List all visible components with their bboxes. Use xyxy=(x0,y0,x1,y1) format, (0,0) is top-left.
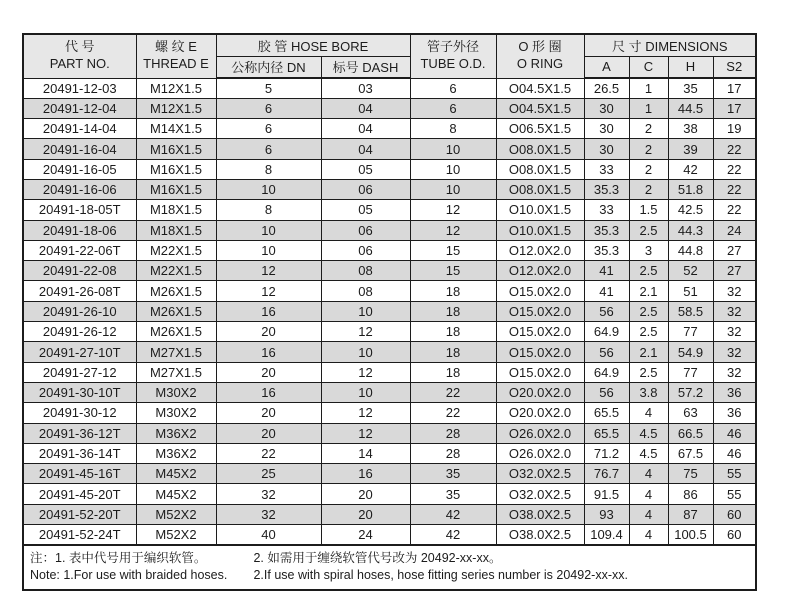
table-cell: 51 xyxy=(668,281,713,301)
table-cell: 38 xyxy=(668,119,713,139)
table-cell: 41 xyxy=(584,281,629,301)
table-cell: 93 xyxy=(584,504,629,524)
table-cell: 04 xyxy=(321,98,410,118)
col-header-thread xyxy=(136,34,216,78)
table-row xyxy=(23,525,756,545)
table-cell: 05 xyxy=(321,200,410,220)
table-cell: 42 xyxy=(410,504,496,524)
table-cell: M18X1.5 xyxy=(136,200,216,220)
table-cell: 12 xyxy=(410,220,496,240)
table-cell: 35 xyxy=(668,78,713,98)
table-cell: 14 xyxy=(321,443,410,463)
o-ring-label-cn: O 形 圈 xyxy=(518,39,562,55)
table-cell: 56 xyxy=(584,301,629,321)
table-cell: 60 xyxy=(713,504,756,524)
table-cell: 35.3 xyxy=(584,179,629,199)
table-cell: 2 xyxy=(629,119,668,139)
table-cell: O10.0X1.5 xyxy=(496,220,584,240)
col-header-dim-s2: S2 xyxy=(713,56,756,78)
table-cell: 4 xyxy=(629,464,668,484)
table-cell: 66.5 xyxy=(668,423,713,443)
table-row xyxy=(23,403,756,423)
table-cell: 24 xyxy=(321,525,410,545)
note-en-1: Note: 1.For use with braided hoses. xyxy=(30,567,228,582)
table-cell: 87 xyxy=(668,504,713,524)
table-cell: 18 xyxy=(410,342,496,362)
table-cell: 04 xyxy=(321,119,410,139)
col-header-part-no xyxy=(23,34,136,78)
table-cell: 22 xyxy=(713,159,756,179)
table-cell: 05 xyxy=(321,159,410,179)
table-cell: M52X2 xyxy=(136,525,216,545)
part-no-label-en: PART NO. xyxy=(49,56,110,72)
table-row xyxy=(23,504,756,524)
table-cell: O06.5X1.5 xyxy=(496,119,584,139)
table-cell: 4.5 xyxy=(629,443,668,463)
table-cell: M26X1.5 xyxy=(136,281,216,301)
table-cell: 32 xyxy=(713,301,756,321)
table-cell: 100.5 xyxy=(668,525,713,545)
table-cell: 52 xyxy=(668,261,713,281)
table-cell: O12.0X2.0 xyxy=(496,261,584,281)
table-cell: 12 xyxy=(321,322,410,342)
table-cell: 08 xyxy=(321,261,410,281)
table-cell: 42.5 xyxy=(668,200,713,220)
table-cell: 24 xyxy=(713,220,756,240)
table-cell: 55 xyxy=(713,464,756,484)
table-row xyxy=(23,78,756,98)
table-cell: 20 xyxy=(321,484,410,504)
table-cell: M12X1.5 xyxy=(136,78,216,98)
table-cell: O04.5X1.5 xyxy=(496,78,584,98)
table-cell: 22 xyxy=(216,443,321,463)
table-cell: 20491-30-12 xyxy=(23,403,136,423)
table-cell: 06 xyxy=(321,220,410,240)
table-row xyxy=(23,322,756,342)
table-cell: M14X1.5 xyxy=(136,119,216,139)
table-cell: 32 xyxy=(713,281,756,301)
table-cell: M22X1.5 xyxy=(136,240,216,260)
table-row xyxy=(23,464,756,484)
col-group-hose-bore: 胶 管 HOSE BORE xyxy=(216,34,410,56)
table-cell: 35 xyxy=(410,484,496,504)
table-cell: 10 xyxy=(216,220,321,240)
hose-fitting-spec-table xyxy=(22,33,757,591)
table-cell: M30X2 xyxy=(136,403,216,423)
table-cell: M12X1.5 xyxy=(136,98,216,118)
table-row xyxy=(23,220,756,240)
table-cell: 46 xyxy=(713,443,756,463)
table-cell: O20.0X2.0 xyxy=(496,403,584,423)
table-cell: 35.3 xyxy=(584,220,629,240)
table-cell: O12.0X2.0 xyxy=(496,240,584,260)
table-cell: 20 xyxy=(216,403,321,423)
table-row xyxy=(23,179,756,199)
table-cell: 10 xyxy=(321,342,410,362)
tube-od-label-en: TUBE O.D. xyxy=(420,56,486,72)
table-cell: 65.5 xyxy=(584,403,629,423)
table-cell: M16X1.5 xyxy=(136,179,216,199)
table-cell: 28 xyxy=(410,423,496,443)
table-cell: M45X2 xyxy=(136,464,216,484)
table-cell: 2.5 xyxy=(629,322,668,342)
table-footer xyxy=(23,545,756,590)
col-header-dim-c: C xyxy=(629,56,668,78)
table-row xyxy=(23,301,756,321)
table-cell: 2.5 xyxy=(629,301,668,321)
table-cell: 10 xyxy=(216,179,321,199)
table-body xyxy=(23,78,756,545)
table-cell: 54.9 xyxy=(668,342,713,362)
table-cell: O38.0X2.5 xyxy=(496,504,584,524)
table-cell: 32 xyxy=(713,322,756,342)
table-cell: 2 xyxy=(629,159,668,179)
table-cell: 4.5 xyxy=(629,423,668,443)
table-cell: 28 xyxy=(410,443,496,463)
table-cell: 2 xyxy=(629,139,668,159)
table-cell: 39 xyxy=(668,139,713,159)
table-row xyxy=(23,159,756,179)
table-cell: 12 xyxy=(321,403,410,423)
table-cell: O15.0X2.0 xyxy=(496,301,584,321)
table-cell: 20 xyxy=(216,423,321,443)
table-cell: M26X1.5 xyxy=(136,322,216,342)
table-cell: 20491-12-04 xyxy=(23,98,136,118)
table-cell: 20491-16-06 xyxy=(23,179,136,199)
table-cell: 6 xyxy=(410,78,496,98)
col-group-dimensions: 尺 寸 DIMENSIONS xyxy=(584,34,756,56)
table-cell: 4 xyxy=(629,504,668,524)
table-row xyxy=(23,423,756,443)
table-cell: 32 xyxy=(713,342,756,362)
thread-label-cn: 螺 纹 E xyxy=(155,39,197,55)
table-cell: 35 xyxy=(410,464,496,484)
table-cell: 18 xyxy=(410,281,496,301)
table-cell: 20491-12-03 xyxy=(23,78,136,98)
table-cell: 8 xyxy=(410,119,496,139)
table-row xyxy=(23,362,756,382)
table-cell: 18 xyxy=(410,322,496,342)
table-cell: 20 xyxy=(216,362,321,382)
col-header-tube-od xyxy=(410,34,496,78)
table-cell: 1 xyxy=(629,78,668,98)
table-row xyxy=(23,119,756,139)
table-cell: 20491-16-04 xyxy=(23,139,136,159)
table-cell: 17 xyxy=(713,78,756,98)
table-cell: 16 xyxy=(216,382,321,402)
table-cell: O38.0X2.5 xyxy=(496,525,584,545)
table-cell: 65.5 xyxy=(584,423,629,443)
table-cell: 6 xyxy=(216,139,321,159)
table-cell: 20491-52-24T xyxy=(23,525,136,545)
table-cell: 33 xyxy=(584,200,629,220)
table-cell: M18X1.5 xyxy=(136,220,216,240)
table-cell: 20491-26-10 xyxy=(23,301,136,321)
table-row xyxy=(23,382,756,402)
table-cell: O26.0X2.0 xyxy=(496,443,584,463)
table-cell: 27 xyxy=(713,261,756,281)
table-cell: 42 xyxy=(668,159,713,179)
table-cell: O15.0X2.0 xyxy=(496,322,584,342)
table-cell: 2.5 xyxy=(629,362,668,382)
table-cell: 8 xyxy=(216,200,321,220)
table-cell: O15.0X2.0 xyxy=(496,281,584,301)
table-cell: 12 xyxy=(216,281,321,301)
table-cell: 27 xyxy=(713,240,756,260)
table-cell: 44.5 xyxy=(668,98,713,118)
table-cell: 18 xyxy=(410,362,496,382)
table-cell: 18 xyxy=(410,301,496,321)
table-cell: O08.0X1.5 xyxy=(496,139,584,159)
spec-sheet xyxy=(22,33,757,591)
table-row xyxy=(23,281,756,301)
table-cell: 36 xyxy=(713,403,756,423)
table-cell: M26X1.5 xyxy=(136,301,216,321)
table-cell: 20491-27-10T xyxy=(23,342,136,362)
table-cell: 12 xyxy=(321,423,410,443)
table-cell: O26.0X2.0 xyxy=(496,423,584,443)
table-cell: 91.5 xyxy=(584,484,629,504)
table-cell: 22 xyxy=(410,403,496,423)
table-cell: 5 xyxy=(216,78,321,98)
table-cell: 56 xyxy=(584,382,629,402)
table-row xyxy=(23,98,756,118)
table-cell: 20491-26-12 xyxy=(23,322,136,342)
table-cell: 20 xyxy=(321,504,410,524)
table-cell: 58.5 xyxy=(668,301,713,321)
note-line-cn xyxy=(30,550,749,567)
table-cell: 26.5 xyxy=(584,78,629,98)
table-cell: 04 xyxy=(321,139,410,159)
table-cell: O15.0X2.0 xyxy=(496,362,584,382)
table-cell: 20491-22-08 xyxy=(23,261,136,281)
table-cell: 41 xyxy=(584,261,629,281)
table-cell: 15 xyxy=(410,240,496,260)
table-cell: 4 xyxy=(629,484,668,504)
table-cell: 42 xyxy=(410,525,496,545)
table-cell: 10 xyxy=(321,301,410,321)
table-cell: 16 xyxy=(216,342,321,362)
table-cell: 6 xyxy=(410,98,496,118)
table-cell: 56 xyxy=(584,342,629,362)
table-cell: 06 xyxy=(321,240,410,260)
table-cell: 46 xyxy=(713,423,756,443)
table-cell: M27X1.5 xyxy=(136,362,216,382)
table-cell: 2.1 xyxy=(629,281,668,301)
table-cell: 20 xyxy=(216,322,321,342)
table-cell: 60 xyxy=(713,525,756,545)
table-cell: 10 xyxy=(410,139,496,159)
table-cell: 71.2 xyxy=(584,443,629,463)
table-cell: 75 xyxy=(668,464,713,484)
table-cell: 20491-36-12T xyxy=(23,423,136,443)
table-cell: M45X2 xyxy=(136,484,216,504)
table-cell: 20491-36-14T xyxy=(23,443,136,463)
header-row-1 xyxy=(23,34,756,56)
table-cell: 03 xyxy=(321,78,410,98)
table-cell: 20491-52-20T xyxy=(23,504,136,524)
col-header-o-ring xyxy=(496,34,584,78)
col-header-dash: 标号 DASH xyxy=(321,56,410,78)
table-cell: 64.9 xyxy=(584,362,629,382)
table-cell: 20491-18-06 xyxy=(23,220,136,240)
table-cell: 12 xyxy=(216,261,321,281)
table-cell: 32 xyxy=(216,484,321,504)
table-cell: O08.0X1.5 xyxy=(496,159,584,179)
table-cell: 12 xyxy=(321,362,410,382)
table-cell: 20491-16-05 xyxy=(23,159,136,179)
thread-label-en: THREAD E xyxy=(143,56,209,72)
table-cell: 20491-30-10T xyxy=(23,382,136,402)
table-cell: 4 xyxy=(629,403,668,423)
table-cell: 10 xyxy=(410,159,496,179)
col-header-dim-a: A xyxy=(584,56,629,78)
table-cell: 08 xyxy=(321,281,410,301)
table-cell: 3 xyxy=(629,240,668,260)
tube-od-label-cn: 管子外径 xyxy=(426,39,479,55)
note-cn-1: 注：1. 表中代号用于编织软管。 xyxy=(30,550,207,565)
table-cell: O32.0X2.5 xyxy=(496,464,584,484)
table-cell: 16 xyxy=(216,301,321,321)
table-cell: M22X1.5 xyxy=(136,261,216,281)
table-cell: 25 xyxy=(216,464,321,484)
table-cell: 67.5 xyxy=(668,443,713,463)
table-cell: 19 xyxy=(713,119,756,139)
table-cell: 10 xyxy=(321,382,410,402)
table-cell: 6 xyxy=(216,98,321,118)
table-cell: O08.0X1.5 xyxy=(496,179,584,199)
table-cell: 86 xyxy=(668,484,713,504)
table-cell: 76.7 xyxy=(584,464,629,484)
table-cell: M36X2 xyxy=(136,443,216,463)
table-cell: M30X2 xyxy=(136,382,216,402)
table-cell: 1.5 xyxy=(629,200,668,220)
table-cell: 6 xyxy=(216,119,321,139)
note-en-2: 2.If use with spiral hoses, hose fitting series number is 20492-xx-xx. xyxy=(253,567,628,582)
notes-cell xyxy=(23,545,756,590)
table-cell: 10 xyxy=(410,179,496,199)
note-cn-2: 2. 如需用于缠绕软管代号改为 20492-xx-xx。 xyxy=(253,550,502,565)
table-cell: 30 xyxy=(584,98,629,118)
table-cell: 40 xyxy=(216,525,321,545)
table-cell: 1 xyxy=(629,98,668,118)
table-cell: 22 xyxy=(713,179,756,199)
table-cell: 77 xyxy=(668,322,713,342)
notes-row xyxy=(23,545,756,590)
table-cell: 33 xyxy=(584,159,629,179)
table-cell: 64.9 xyxy=(584,322,629,342)
table-cell: M27X1.5 xyxy=(136,342,216,362)
table-row xyxy=(23,240,756,260)
table-row xyxy=(23,261,756,281)
table-row xyxy=(23,342,756,362)
table-cell: 15 xyxy=(410,261,496,281)
table-row xyxy=(23,200,756,220)
table-cell: 22 xyxy=(713,200,756,220)
table-row xyxy=(23,443,756,463)
table-cell: 30 xyxy=(584,119,629,139)
table-cell: 2.5 xyxy=(629,220,668,240)
table-cell: O15.0X2.0 xyxy=(496,342,584,362)
table-cell: 57.2 xyxy=(668,382,713,402)
table-cell: O10.0X1.5 xyxy=(496,200,584,220)
table-cell: 20491-27-12 xyxy=(23,362,136,382)
table-cell: 22 xyxy=(713,139,756,159)
table-cell: 8 xyxy=(216,159,321,179)
table-cell: 10 xyxy=(216,240,321,260)
table-cell: 30 xyxy=(584,139,629,159)
table-cell: 16 xyxy=(321,464,410,484)
table-cell: 35.3 xyxy=(584,240,629,260)
table-header xyxy=(23,34,756,78)
table-cell: 36 xyxy=(713,382,756,402)
table-cell: 77 xyxy=(668,362,713,382)
table-cell: 20491-18-05T xyxy=(23,200,136,220)
table-cell: 20491-45-16T xyxy=(23,464,136,484)
table-cell: 2.5 xyxy=(629,261,668,281)
table-cell: 55 xyxy=(713,484,756,504)
table-cell: M52X2 xyxy=(136,504,216,524)
table-row xyxy=(23,139,756,159)
table-cell: 20491-14-04 xyxy=(23,119,136,139)
table-cell: M16X1.5 xyxy=(136,139,216,159)
table-row xyxy=(23,484,756,504)
table-cell: 32 xyxy=(216,504,321,524)
table-cell: 20491-45-20T xyxy=(23,484,136,504)
table-cell: 06 xyxy=(321,179,410,199)
table-cell: 22 xyxy=(410,382,496,402)
table-cell: 44.8 xyxy=(668,240,713,260)
table-cell: 12 xyxy=(410,200,496,220)
table-cell: 63 xyxy=(668,403,713,423)
table-cell: 109.4 xyxy=(584,525,629,545)
col-header-dim-h: H xyxy=(668,56,713,78)
table-cell: 2.1 xyxy=(629,342,668,362)
table-cell: O20.0X2.0 xyxy=(496,382,584,402)
table-cell: 20491-22-06T xyxy=(23,240,136,260)
table-cell: 51.8 xyxy=(668,179,713,199)
table-cell: 32 xyxy=(713,362,756,382)
o-ring-label-en: O RING xyxy=(516,56,564,72)
table-cell: 4 xyxy=(629,525,668,545)
table-cell: O32.0X2.5 xyxy=(496,484,584,504)
table-cell: M16X1.5 xyxy=(136,159,216,179)
col-header-dn: 公称内径 DN xyxy=(216,56,321,78)
table-cell: 2 xyxy=(629,179,668,199)
part-no-label-cn: 代 号 xyxy=(64,39,95,55)
table-cell: M36X2 xyxy=(136,423,216,443)
table-cell: 17 xyxy=(713,98,756,118)
table-cell: O04.5X1.5 xyxy=(496,98,584,118)
table-cell: 44.3 xyxy=(668,220,713,240)
table-cell: 3.8 xyxy=(629,382,668,402)
note-line-en xyxy=(30,567,749,584)
table-cell: 20491-26-08T xyxy=(23,281,136,301)
